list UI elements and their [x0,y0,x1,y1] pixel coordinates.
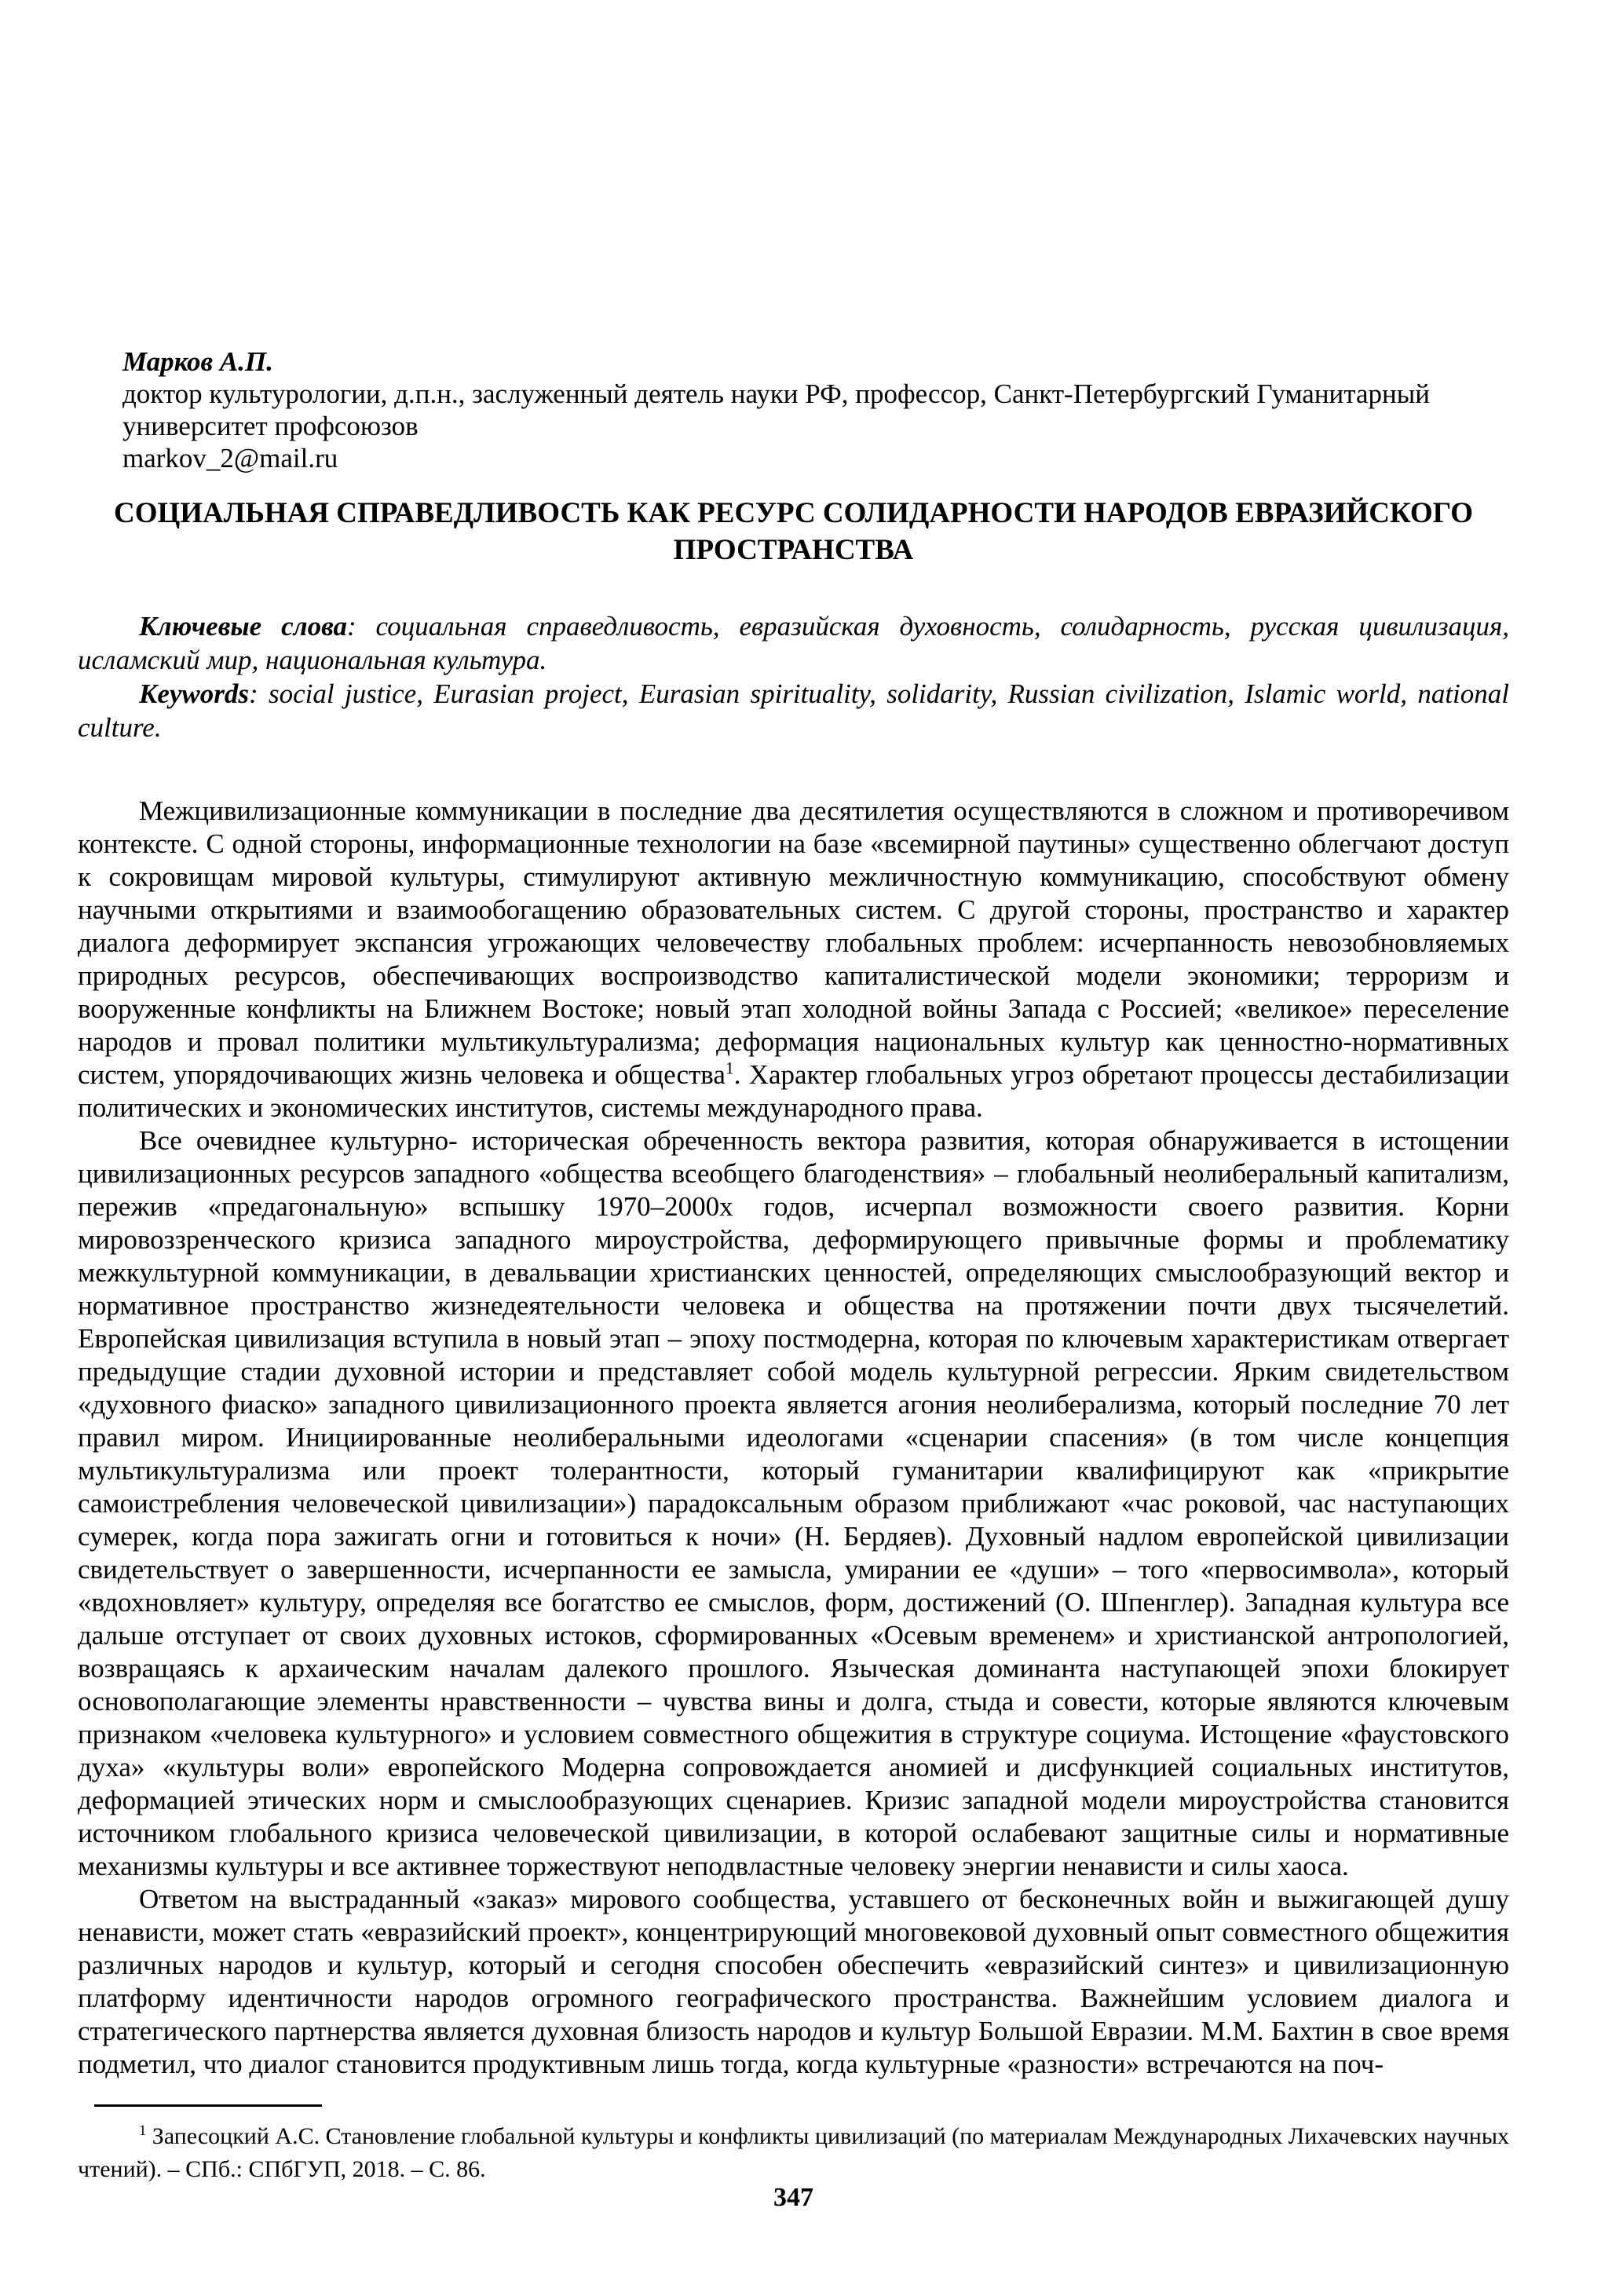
footnote-marker: 1 [139,2122,147,2139]
author-affiliation: доктор культурологии, д.п.н., заслуженный деятель науки РФ, профессор, Санкт-Петербургский Гуманитарный университет профсоюзов [122,378,1431,441]
author-email: markov_2@mail.ru [122,443,338,473]
footnote-text: Запесоцкий А.С. Становление глобальной культуры и конфликты цивилизаций (по материалам Международных Лихачевских научных чтений). – СПб.: СПбГУП, 2018. – С. 86. [78,2123,1509,2182]
footnote-entry [78,2120,1509,2186]
keywords-ru-text: : социальная справедливость, евразийская духовность, солидарность, русская цивилизация, исламский мир, национальная культура. [78,611,1509,675]
keywords-ru [78,609,1509,677]
keywords-ru-label: Ключевые слова [139,611,347,642]
paragraph-2: Все очевиднее культурно- историческая обреченность вектора развития, которая обнаруживается в истощении цивилизационных ресурсов западного «общества всеобщего благоденствия» – глобальный неолиберальный капитализм, пережив «предагональную» вспышку 1970–2000х годов, исчерпал возможности своего развития. Корни мировоззренческого кризиса западного мироустройства, деформирующего привычные формы и проблематику межкультурной коммуникации, в девальвации христианских ценностей, определяющих смыслообразующий вектор и нормативное пространство жизнедеятельности человека и общества на протяжении почти двух тысячелетий. Европейская цивилизация вступила в новый этап – эпоху постмодерна, которая по ключевым характеристикам отвергает предыдущие стадии духовной истории и представляет собой модель культурной регрессии. Ярким свидетельством «духовного фиаско» западного цивилизационного проекта является агония неолиберализма, который последние 70 лет правил миром. Инициированные неолиберальными идеологами «сценарии спасения» (в том числе концепция мультикультурализма или проект толерантности, который гуманитарии квалифицируют как «прикрытие самоистребления человеческой цивилизации») парадоксальным образом приближают «час роковой, час наступающих сумерек, когда пора зажигать огни и готовиться к ночи» (Н. Бердяев). Духовный надлом европейской цивилизации свидетельствует о завершенности, исчерпанности ее замысла, умирании ее «души» – того «первосимвола», который «вдохновляет» культуру, определяя все богатство ее смыслов, форм, достижений (О. Шпенглер). Западная культура все дальше отступает от своих духовных истоков, сформированных «Осевым временем» и христианской антропологией, возвращаясь к архаическим началам далекого прошлого. Языческая доминанта наступающей эпохи блокирует основополагающие элементы нравственности – чувства вины и долга, стыда и совести, которые являются ключевым признаком «человека культурного» и условием совместного общежития в структуре социума. Истощение «фаустовского духа» «культуры воли» европейского Модерна сопровождается аномией и дисфункцией социальных институтов, деформацией этических норм и смыслообразующих сценариев. Кризис западной модели мироустройства становится источником глобального кризиса человеческой цивилизации, в которой ослабевают защитные силы и нормативные механизмы культуры и все активнее торжествуют неподвластные человеку энергии ненависти и силы хаоса. [78,1125,1509,1881]
author-name: Марков А.П. [122,346,273,377]
footnote-separator [94,2104,322,2107]
page-number: 347 [773,2183,813,2212]
author-block [122,345,1509,474]
paragraph-1-text: Межцивилизационные коммуникации в последние два десятилетия осуществляются в сложном и противоречивом контексте. С одной стороны, информационные технологии на базе «всемирной паутины» существенно облегчают доступ к сокровищам мировой культуры, стимулируют активную межличностную коммуникацию, способствуют обмену научными открытиями и взаимообогащению образовательных систем. С другой стороны, пространство и характер диалога деформирует экспансия угрожающих человечеству глобальных проблем: исчерпанность невозобновляемых природных ресурсов, обеспечивающих воспроизводство капиталистической модели экономики; терроризм и вооруженные конфликты на Ближнем Востоке; новый этап холодной войны Запада с Россией; «великое» переселение народов и провал политики мультикультурализма; деформация национальных культур как ценностно-нормативных систем, упорядочивающих жизнь человека и общества [78,795,1509,1090]
keywords-en-label: Keywords [139,678,249,709]
paragraph-1-text-continued: . Характер глобальных угроз обретают процессы дестабилизации политических и экономических институтов, системы международного права. [78,1059,1510,1123]
keywords-en-text: : social justice, Eurasian project, Eurasian spirituality, solidarity, Russian civilization, Islamic world, national culture. [78,678,1509,743]
footnote [78,2120,1509,2186]
paragraph-3: Ответом на выстраданный «заказ» мирового сообщества, уставшего от бесконечных войн и выжигающей душу ненависти, может стать «евразийский проект», концентрирующий многовековой духовный опыт совместного общежития различных народов и культур, который и сегодня способен обеспечить «евразийский синтез» и цивилизационную платформу идентичности народов огромного географического пространства. Важнейшим условием диалога и стратегического партнерства является духовная близость народов и культур Большой Евразии. М.М. Бахтин в свое время подметил, что диалог становится продуктивным лишь тогда, когда культурные «разности» встречаются на поч- [78,1884,1509,2079]
keywords-block [78,609,1509,744]
paragraph-1 [78,795,1509,1124]
article-body [78,795,1509,2081]
footnote-reference-1: 1 [725,1058,734,1078]
paper-title: СОЦИАЛЬНАЯ СПРАВЕДЛИВОСТЬ КАК РЕСУРС СОЛИДАРНОСТИ НАРОДОВ ЕВРАЗИЙСКОГО ПРОСТРАНСТВА [114,497,1473,566]
keywords-en [78,677,1509,744]
